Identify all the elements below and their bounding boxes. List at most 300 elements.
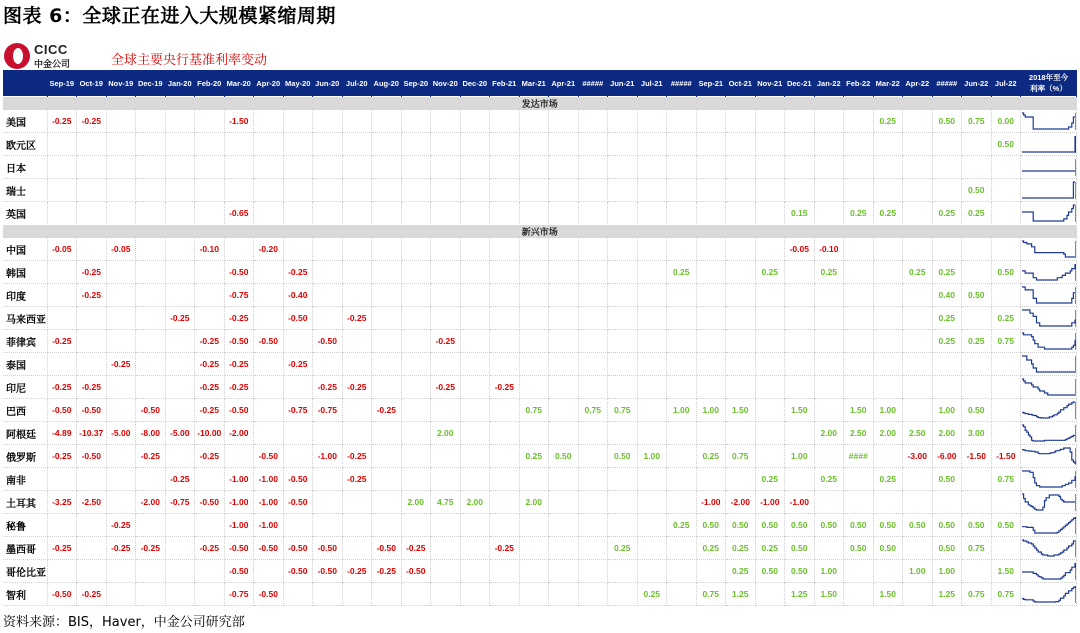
rate-change-cell <box>490 179 520 202</box>
country-label: 中国 <box>3 238 47 261</box>
country-label: 菲律宾 <box>3 330 47 353</box>
rate-change-cell <box>667 133 697 156</box>
rate-change-cell <box>283 110 313 133</box>
rate-change-cell <box>578 202 608 225</box>
sparkline-header-line1: 2018年至今 <box>1028 73 1069 82</box>
table-row <box>3 179 1077 202</box>
rate-change-cell <box>608 238 638 261</box>
sparkline-cell <box>1021 202 1077 225</box>
rate-change-cell <box>549 468 579 491</box>
rate-change-cell <box>608 110 638 133</box>
rate-sparkline <box>1021 330 1077 352</box>
rate-change-cell <box>254 284 284 307</box>
rate-change-cell <box>460 514 490 537</box>
rate-change-cell <box>490 583 520 606</box>
sparkline-path <box>1022 586 1075 602</box>
table-row <box>3 202 1077 225</box>
rate-change-cell <box>726 307 756 330</box>
country-label: 日本 <box>3 156 47 179</box>
rate-change-table <box>3 70 1077 606</box>
rate-change-cell <box>401 307 431 330</box>
sparkline-cell <box>1021 514 1077 537</box>
rate-change-cell <box>342 583 372 606</box>
rate-change-cell <box>608 491 638 514</box>
rate-change-cell <box>578 445 608 468</box>
rate-change-cell: -0.50 <box>313 537 343 560</box>
column-header: Jun-20 <box>313 70 343 97</box>
rate-change-cell <box>519 238 549 261</box>
rate-change-cell: 0.25 <box>962 330 992 353</box>
rate-change-cell <box>991 156 1021 179</box>
rate-change-cell <box>47 468 77 491</box>
column-header: Dec-20 <box>460 70 490 97</box>
sparkline-path <box>1022 402 1075 418</box>
rate-change-cell: -0.25 <box>106 537 136 560</box>
rate-change-cell <box>667 376 697 399</box>
rate-change-cell: -0.25 <box>165 468 195 491</box>
table-row <box>3 445 1077 468</box>
rate-change-cell: -1.00 <box>254 468 284 491</box>
rate-change-cell <box>342 261 372 284</box>
rate-change-cell <box>814 353 844 376</box>
rate-change-cell <box>844 353 874 376</box>
section-label: 新兴市场 <box>3 225 1077 239</box>
country-label: 美国 <box>3 110 47 133</box>
rate-change-cell <box>165 202 195 225</box>
rate-change-cell <box>696 110 726 133</box>
table-row <box>3 399 1077 422</box>
rate-change-cell <box>785 468 815 491</box>
rate-change-cell <box>490 353 520 376</box>
rate-change-cell <box>106 156 136 179</box>
rate-change-cell <box>342 202 372 225</box>
rate-change-cell: -0.50 <box>313 560 343 583</box>
rate-change-cell <box>106 491 136 514</box>
column-header: Jul-22 <box>991 70 1021 97</box>
rate-change-cell <box>372 133 402 156</box>
rate-change-cell: 0.75 <box>578 399 608 422</box>
rate-change-cell <box>342 284 372 307</box>
rate-change-cell: -0.50 <box>401 560 431 583</box>
rate-sparkline <box>1021 445 1077 467</box>
rate-change-cell <box>667 238 697 261</box>
rate-change-cell: -0.65 <box>224 202 254 225</box>
rate-change-cell <box>342 422 372 445</box>
rate-change-cell <box>637 330 667 353</box>
rate-change-cell <box>460 307 490 330</box>
rate-change-cell: -0.25 <box>106 514 136 537</box>
rate-change-cell <box>136 353 166 376</box>
sparkline-path <box>1022 563 1075 579</box>
sparkline-path <box>1022 379 1075 395</box>
rate-change-cell <box>726 238 756 261</box>
rate-change-cell: 1.00 <box>814 560 844 583</box>
rate-change-cell <box>106 202 136 225</box>
rate-change-cell <box>401 110 431 133</box>
rate-change-cell <box>519 307 549 330</box>
rate-sparkline <box>1021 468 1077 490</box>
rate-change-cell <box>77 537 107 560</box>
sparkline-path <box>1022 494 1075 510</box>
rate-change-cell <box>667 330 697 353</box>
rate-change-cell <box>431 261 461 284</box>
rate-change-cell <box>342 179 372 202</box>
cicc-logo <box>4 42 94 70</box>
rate-change-cell: -0.75 <box>165 491 195 514</box>
rate-change-cell <box>814 307 844 330</box>
rate-change-cell <box>873 238 903 261</box>
rate-change-cell <box>696 238 726 261</box>
rate-change-cell <box>755 156 785 179</box>
rate-change-cell: 0.25 <box>932 261 962 284</box>
rate-change-cell <box>962 353 992 376</box>
rate-change-cell <box>460 537 490 560</box>
rate-change-cell <box>785 261 815 284</box>
rate-change-cell: -0.50 <box>77 399 107 422</box>
rate-change-cell <box>814 330 844 353</box>
rate-change-cell: 0.25 <box>755 261 785 284</box>
rate-change-cell <box>106 307 136 330</box>
rate-change-cell <box>903 353 933 376</box>
rate-change-cell <box>519 537 549 560</box>
rate-change-cell <box>519 583 549 606</box>
rate-change-cell: -6.00 <box>932 445 962 468</box>
rate-change-cell: 0.50 <box>962 514 992 537</box>
rate-change-cell: -0.25 <box>136 537 166 560</box>
section-label: 发达市场 <box>3 97 1077 111</box>
table-row <box>3 307 1077 330</box>
rate-change-cell <box>637 514 667 537</box>
rate-change-cell <box>342 514 372 537</box>
rate-change-cell <box>814 156 844 179</box>
rate-change-cell: 0.50 <box>991 133 1021 156</box>
rate-change-cell: 0.50 <box>932 110 962 133</box>
rate-change-cell <box>106 110 136 133</box>
rate-change-cell <box>637 399 667 422</box>
column-header: Jun-22 <box>962 70 992 97</box>
rate-change-cell <box>136 110 166 133</box>
rate-change-cell <box>844 156 874 179</box>
rate-change-cell <box>696 353 726 376</box>
rate-change-cell <box>313 468 343 491</box>
rate-change-cell: -1.00 <box>696 491 726 514</box>
rate-change-cell <box>667 583 697 606</box>
rate-change-cell <box>726 202 756 225</box>
rate-change-cell <box>283 445 313 468</box>
rate-change-cell <box>608 468 638 491</box>
rate-change-cell <box>962 560 992 583</box>
rate-change-cell <box>47 261 77 284</box>
rate-change-cell <box>755 133 785 156</box>
rate-change-cell <box>47 202 77 225</box>
rate-change-cell <box>490 491 520 514</box>
rate-change-cell <box>549 330 579 353</box>
rate-sparkline <box>1021 261 1077 283</box>
rate-sparkline <box>1021 399 1077 421</box>
rate-sparkline <box>1021 514 1077 536</box>
rate-change-cell <box>136 330 166 353</box>
rate-change-cell: 0.75 <box>962 583 992 606</box>
country-label: 韩国 <box>3 261 47 284</box>
rate-change-cell <box>490 307 520 330</box>
rate-change-cell: 0.40 <box>932 284 962 307</box>
rate-change-cell: 0.75 <box>991 583 1021 606</box>
rate-change-cell <box>873 560 903 583</box>
rate-change-cell <box>342 133 372 156</box>
rate-change-cell <box>136 284 166 307</box>
rate-change-cell <box>490 422 520 445</box>
logo-text-en: CICC <box>34 42 68 57</box>
rate-change-cell: -0.25 <box>195 399 225 422</box>
rate-change-cell: 0.25 <box>755 468 785 491</box>
rate-change-cell: 0.25 <box>932 330 962 353</box>
rate-change-cell <box>136 583 166 606</box>
rate-change-cell <box>696 156 726 179</box>
rate-change-cell <box>519 376 549 399</box>
rate-change-cell: -0.25 <box>47 330 77 353</box>
rate-change-cell <box>696 307 726 330</box>
rate-change-cell <box>106 284 136 307</box>
rate-change-cell <box>372 156 402 179</box>
rate-change-cell: -5.00 <box>106 422 136 445</box>
rate-change-cell <box>755 445 785 468</box>
rate-change-cell <box>696 179 726 202</box>
rate-change-cell <box>195 560 225 583</box>
rate-change-cell <box>991 376 1021 399</box>
rate-change-cell <box>342 330 372 353</box>
rate-change-cell: 2.00 <box>814 422 844 445</box>
rate-change-cell <box>903 468 933 491</box>
source-note: 资料来源：BIS，Haver，中金公司研究部 <box>3 615 245 630</box>
rate-change-cell <box>932 491 962 514</box>
rate-change-cell <box>549 238 579 261</box>
rate-change-cell: -0.25 <box>47 537 77 560</box>
rate-change-cell: 0.25 <box>873 110 903 133</box>
rate-change-cell <box>578 133 608 156</box>
rate-change-cell: -0.25 <box>401 537 431 560</box>
rate-change-cell: -0.50 <box>372 537 402 560</box>
rate-change-cell <box>136 560 166 583</box>
rate-change-cell: -0.50 <box>47 583 77 606</box>
country-label: 印度 <box>3 284 47 307</box>
table-row <box>3 491 1077 514</box>
rate-sparkline <box>1021 284 1077 306</box>
rate-change-cell <box>224 179 254 202</box>
rate-change-cell <box>667 156 697 179</box>
rate-change-cell <box>106 468 136 491</box>
rate-change-cell <box>549 307 579 330</box>
rate-change-cell: 0.25 <box>726 537 756 560</box>
rate-change-cell: -1.00 <box>254 514 284 537</box>
rate-change-cell <box>755 422 785 445</box>
rate-change-cell <box>667 445 697 468</box>
rate-change-cell <box>47 353 77 376</box>
rate-change-cell <box>578 514 608 537</box>
rate-change-cell <box>696 284 726 307</box>
rate-change-cell <box>608 376 638 399</box>
rate-change-cell: 0.25 <box>637 583 667 606</box>
rate-change-cell <box>549 537 579 560</box>
sparkline-cell <box>1021 583 1077 606</box>
table-row <box>3 238 1077 261</box>
rate-change-cell: 0.75 <box>519 399 549 422</box>
rate-change-cell <box>991 238 1021 261</box>
rate-change-cell <box>755 330 785 353</box>
rate-change-cell <box>165 261 195 284</box>
rate-change-cell <box>372 445 402 468</box>
rate-change-cell <box>431 156 461 179</box>
rate-change-cell <box>313 284 343 307</box>
rate-change-cell <box>991 353 1021 376</box>
rate-change-cell <box>313 238 343 261</box>
column-header: Oct-19 <box>77 70 107 97</box>
rate-change-cell <box>519 353 549 376</box>
country-label: 印尼 <box>3 376 47 399</box>
rate-change-cell: -0.50 <box>313 330 343 353</box>
rate-change-cell <box>873 353 903 376</box>
rate-change-cell: 1.00 <box>785 445 815 468</box>
rate-change-cell <box>195 179 225 202</box>
rate-change-cell <box>637 376 667 399</box>
column-header: Sep-20 <box>401 70 431 97</box>
rate-change-cell <box>106 330 136 353</box>
rate-change-cell: -0.25 <box>47 445 77 468</box>
rate-change-cell <box>195 110 225 133</box>
rate-change-cell: -4.89 <box>47 422 77 445</box>
column-header: Oct-21 <box>726 70 756 97</box>
rate-change-cell <box>313 110 343 133</box>
rate-change-cell <box>755 284 785 307</box>
rate-change-cell: 0.50 <box>932 514 962 537</box>
rate-sparkline <box>1021 583 1077 605</box>
rate-change-cell <box>519 468 549 491</box>
rate-change-cell <box>165 156 195 179</box>
rate-change-cell <box>254 307 284 330</box>
column-header: ##### <box>932 70 962 97</box>
rate-change-cell <box>608 179 638 202</box>
rate-change-cell <box>136 156 166 179</box>
rate-change-cell <box>637 537 667 560</box>
rate-change-cell <box>401 422 431 445</box>
rate-change-cell <box>431 133 461 156</box>
sparkline-path <box>1022 310 1075 326</box>
country-label: 土耳其 <box>3 491 47 514</box>
rate-change-cell: 0.50 <box>844 514 874 537</box>
rate-change-cell: -0.05 <box>106 238 136 261</box>
rate-change-cell <box>991 399 1021 422</box>
column-header: Apr-21 <box>549 70 579 97</box>
rate-change-cell <box>578 179 608 202</box>
rate-change-cell <box>47 133 77 156</box>
rate-change-cell <box>637 491 667 514</box>
rate-change-cell <box>696 376 726 399</box>
rate-change-cell: -0.25 <box>106 353 136 376</box>
rate-change-cell <box>136 133 166 156</box>
rate-change-cell <box>991 179 1021 202</box>
rate-change-cell <box>519 330 549 353</box>
rate-change-cell <box>254 376 284 399</box>
rate-change-cell <box>313 491 343 514</box>
rate-change-cell <box>490 202 520 225</box>
column-header: Jul-21 <box>637 70 667 97</box>
rate-change-cell: -0.05 <box>785 238 815 261</box>
rate-change-cell <box>637 133 667 156</box>
rate-change-cell <box>962 468 992 491</box>
rate-change-cell: -1.00 <box>755 491 785 514</box>
rate-change-cell: -0.50 <box>283 491 313 514</box>
rate-change-cell <box>136 514 166 537</box>
table-row <box>3 537 1077 560</box>
rate-change-cell <box>637 284 667 307</box>
rate-change-cell: 0.25 <box>519 445 549 468</box>
rate-change-cell <box>431 468 461 491</box>
rate-change-cell <box>549 353 579 376</box>
rate-change-cell: 2.50 <box>844 422 874 445</box>
rate-change-cell <box>460 353 490 376</box>
sparkline-path <box>1022 113 1075 129</box>
column-header: Nov-20 <box>431 70 461 97</box>
rate-change-cell: -0.50 <box>224 537 254 560</box>
rate-change-cell <box>313 583 343 606</box>
rate-change-cell <box>372 468 402 491</box>
rate-change-cell <box>549 583 579 606</box>
rate-change-cell <box>873 330 903 353</box>
table-row <box>3 110 1077 133</box>
rate-change-cell <box>519 110 549 133</box>
rate-change-cell: 0.50 <box>932 537 962 560</box>
table-row <box>3 514 1077 537</box>
rate-change-cell <box>903 537 933 560</box>
rate-change-cell: 0.25 <box>962 202 992 225</box>
sparkline-path <box>1022 540 1075 556</box>
rate-change-cell: 0.50 <box>608 445 638 468</box>
rate-change-cell <box>755 179 785 202</box>
rate-change-cell <box>431 353 461 376</box>
rate-change-cell <box>77 179 107 202</box>
column-header: Sep-21 <box>696 70 726 97</box>
rate-change-cell: -0.50 <box>283 560 313 583</box>
country-label: 欧元区 <box>3 133 47 156</box>
rate-change-cell <box>490 468 520 491</box>
rate-change-cell: -1.00 <box>313 445 343 468</box>
cicc-logo-mark-icon <box>4 43 30 69</box>
rate-change-cell: -10.00 <box>195 422 225 445</box>
country-label: 阿根廷 <box>3 422 47 445</box>
rate-change-cell <box>401 445 431 468</box>
sparkline-cell <box>1021 133 1077 156</box>
rate-change-cell <box>991 537 1021 560</box>
rate-change-cell <box>431 560 461 583</box>
table-row <box>3 284 1077 307</box>
rate-change-cell <box>372 376 402 399</box>
rate-change-cell <box>195 261 225 284</box>
rate-change-cell <box>313 156 343 179</box>
rate-change-cell <box>136 307 166 330</box>
rate-change-cell <box>726 261 756 284</box>
rate-change-cell: 1.25 <box>932 583 962 606</box>
rate-change-cell <box>873 156 903 179</box>
rate-change-cell <box>667 560 697 583</box>
sparkline-cell <box>1021 445 1077 468</box>
rate-change-cell <box>254 261 284 284</box>
rate-change-cell <box>932 133 962 156</box>
rate-change-cell <box>578 560 608 583</box>
rate-change-cell <box>785 376 815 399</box>
rate-change-cell: -1.00 <box>785 491 815 514</box>
column-header: Sep-19 <box>47 70 77 97</box>
table-title: 全球主要央行基准利率变动 <box>111 53 268 68</box>
rate-change-cell <box>460 238 490 261</box>
